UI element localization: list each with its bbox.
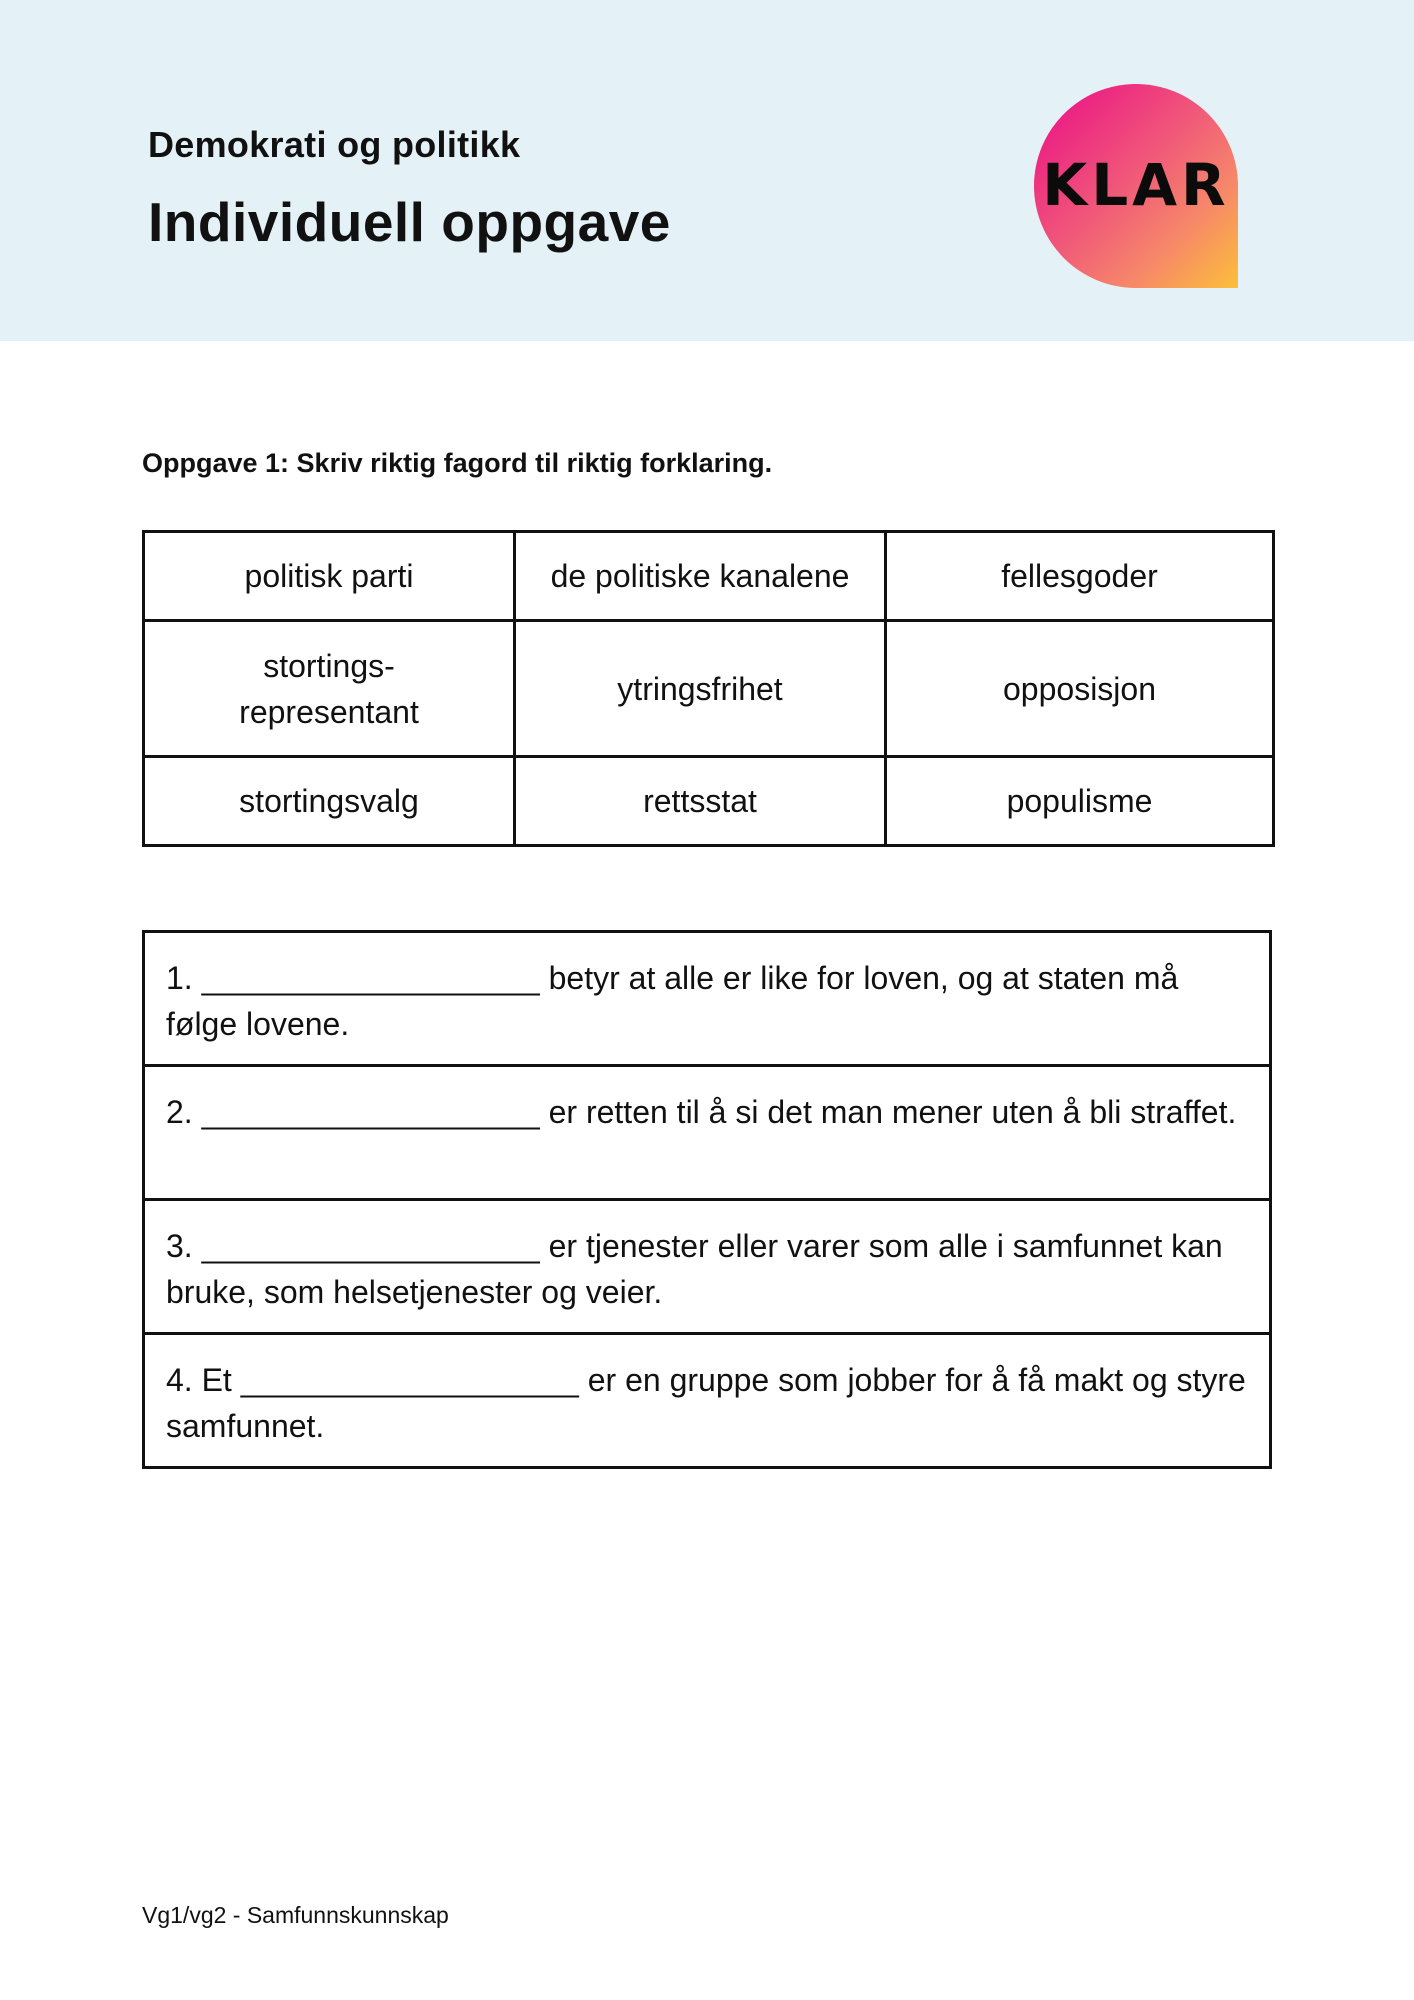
word-bank-cell: rettsstat <box>515 757 886 846</box>
subject-title: Demokrati og politikk <box>148 124 521 165</box>
task-heading: Oppgave 1: Skriv riktig fagord til riktig forklaring. <box>142 448 773 478</box>
definition-row <box>144 1066 1271 1200</box>
definition-text: 3. ___________________ er tjenester eller varer som alle i samfunnet kan bruke, som helsetjenester og veier. <box>144 1200 1271 1334</box>
word-bank-row <box>144 621 1274 757</box>
definition-text: 1. ___________________ betyr at alle er like for loven, og at staten må følge lovene. <box>144 932 1271 1066</box>
word-bank-cell: ytringsfrihet <box>515 621 886 757</box>
word-bank-cell: stortings- representant <box>144 621 515 757</box>
definition-row <box>144 1200 1271 1334</box>
footer-text: Vg1/vg2 - Samfunnskunnskap <box>142 1902 449 1928</box>
definitions-table <box>142 930 1272 1469</box>
word-bank-cell: fellesgoder <box>886 532 1274 621</box>
word-bank-cell: populisme <box>886 757 1274 846</box>
klar-logo <box>1034 84 1238 288</box>
definition-text: 4. Et ___________________ er en gruppe som jobber for å få makt og styre samfunnet. <box>144 1334 1271 1468</box>
word-bank-row <box>144 757 1274 846</box>
word-bank-row <box>144 532 1274 621</box>
definition-row <box>144 1334 1271 1468</box>
word-bank-table <box>142 530 1275 847</box>
word-bank-cell: opposisjon <box>886 621 1274 757</box>
page-title: Individuell oppgave <box>148 191 671 253</box>
definition-text: 2. ___________________ er retten til å si det man mener uten å bli straffet. <box>144 1066 1271 1200</box>
definition-row <box>144 932 1271 1066</box>
word-bank-cell: de politiske kanalene <box>515 532 886 621</box>
logo-text: KLAR <box>1042 151 1230 219</box>
word-bank-cell: politisk parti <box>144 532 515 621</box>
word-bank-cell: stortingsvalg <box>144 757 515 846</box>
